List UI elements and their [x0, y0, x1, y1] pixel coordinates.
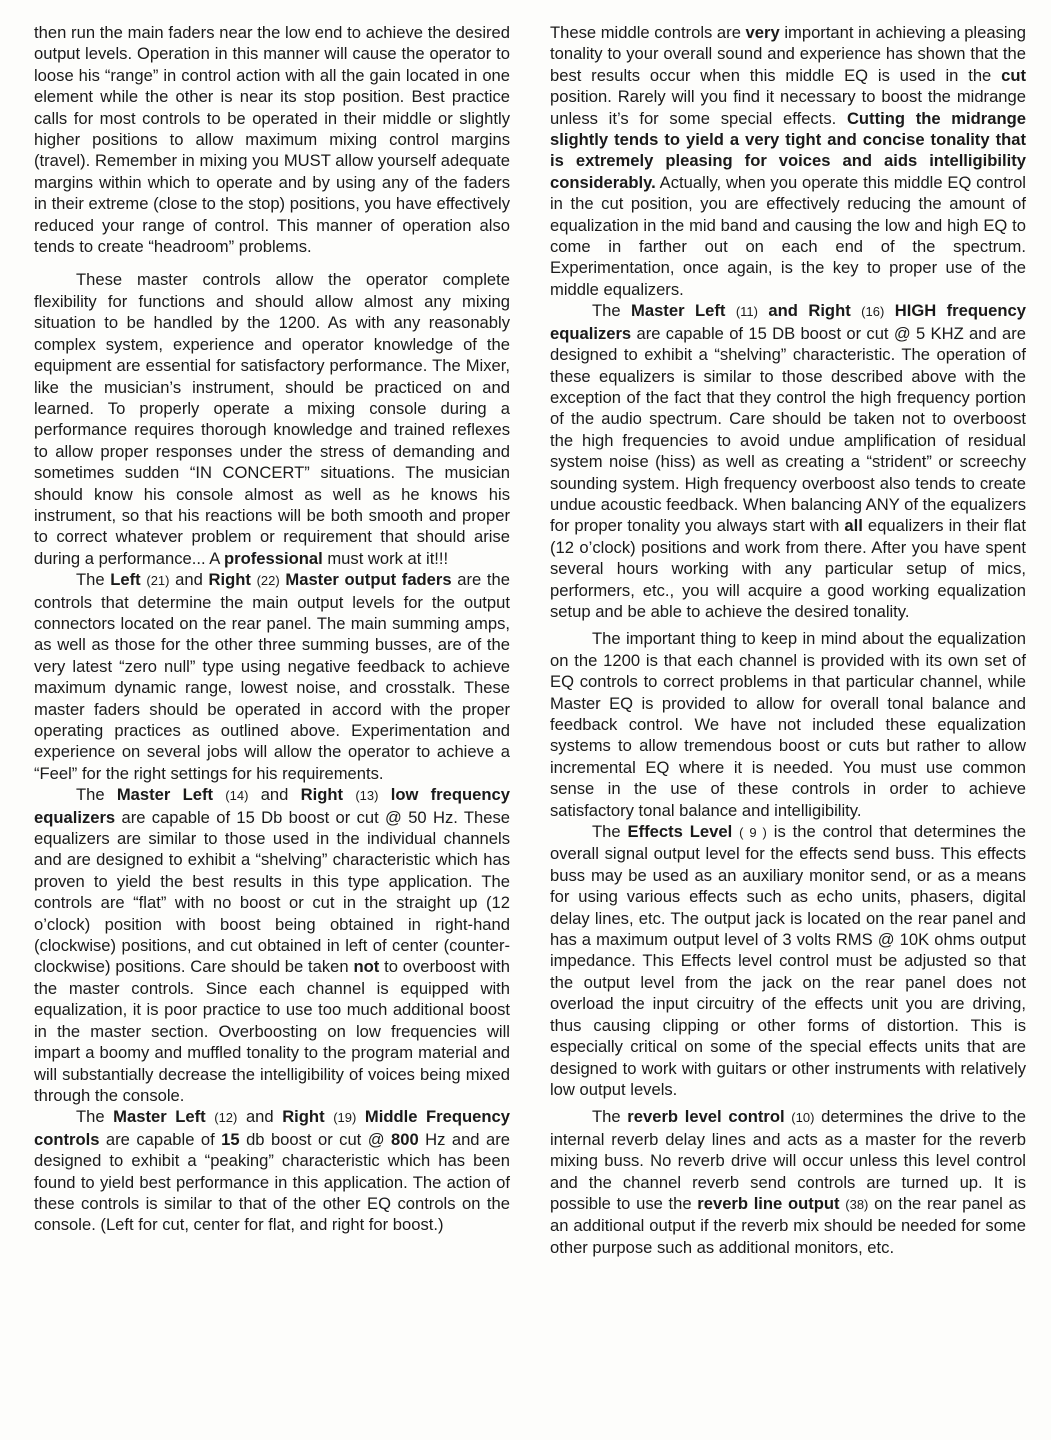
- paragraph-main-faders-continued: then run the main faders near the low end to achieve the desired output levels. Operation in this manner will cause the operator to loose his “range” in control action with all the gain located in one element while the other is near its stop position. Best practice calls for most controls to be operated in their middle or slightly higher positions to allow maximum mixing control margins (travel). Remember in mixing you MUST allow yourself adequate margins within which to operate and by using any of the faders in their extreme (close to the stop) positions, you have effectively reduced your range of control. This manner of operation also tends to create “headroom” problems.: [34, 23, 510, 257]
- paragraph-master-output-faders: The Left (21) and Right (22) Master output faders are the controls that determine the main output levels for the output connectors located on the rear panel. The main summing amps, as well as those for the other three summing busses, are of the very latest “zero null” type using negative feedback to achieve maximum dynamic range, lowest noise, and crosstalk. These master faders should be operated in accord with the proper operating practices as outlined above. Experimentation and experience on several jobs will allow the operator to achieve a “Feel” for the right settings for his requirements.: [34, 570, 510, 783]
- paragraph-high-frequency-equalizers: The Master Left (11) and Right (16) HIGH frequency equalizers are capable of 15 DB boost or cut @ 5 KHZ and are designed to exhibit a “shelving” characteristic. The operation of these equalizers is similar to those described above with the exception of the fact that they control the high frequency portion of the audio spectrum. Care should be taken not to overboost the high frequencies to avoid undue amplification of residual system noise (hiss) as well as creating a “strident” or screechy sounding system. High frequency overboost also tends to create undue acoustic feedback. When balancing ANY of the equalizers for proper tonality you always start with all equalizers in their flat (12 o’clock) positions and work from there. After you have spent several hours working with any particular setup of mics, performers, etc., you will acquire a good working equalization setup and be able to achieve the desired tonality.: [550, 301, 1026, 621]
- paragraph-low-frequency-equalizers: The Master Left (14) and Right (13) low frequency equalizers are capable of 15 Db boost or cut @ 50 Hz. These equalizers are similar to those used in the individual channels and are designed to exhibit a “shelving” characteristic which has proven to yield the best results in this type application. The controls are “flat” with no boost or cut in the straight up (12 o’clock) position with boost being obtained in right-hand (clockwise) positions, and cut obtained in left of center (counter-clockwise) positions. Care should be taken not to overboost with the master controls. Since each channel is equipped with equalization, it is poor practice to use too much additional boost in the master section. Overboosting on low frequencies will impart a boomy and muffled tonality to the program material and will substantially decrease the intelligibility of voices being mixed through the console.: [34, 785, 510, 1105]
- paragraph-middle-frequency-controls: The Master Left (12) and Right (19) Middle Frequency controls are capable of 15 db boost or cut @ 800 Hz and are designed to exhibit a “peaking” characteristic which has been found to yield best performance in this application. The action of these controls is similar to that of the other EQ controls on the console. (Left for cut, center for flat, and right for boost.): [34, 1107, 510, 1235]
- emphasis-professional: professional: [224, 548, 323, 568]
- paragraph-middle-controls-importance: These middle controls are very important in achieving a pleasing tonality to your overall sound and experience has shown that the best results occur when this middle EQ is used in the cut position. Rarely will you find it necessary to boost the midrange unless it’s for some special effects. Cutting the midrange slightly tends to yield a very tight and concise tonality that is extremely pleasing for voices and aids intelligibility considerably. Actually, when you operate this middle EQ control in the cut position, you are effectively reducing the amount of equalization in the mid band and causing the low and high EQ to come in farther out on each end of the spectrum. Experimentation, once again, is the key to proper use of the middle equalizers.: [550, 23, 1027, 299]
- paragraph-channel-vs-master-eq: The important thing to keep in mind about the equalization on the 1200 is that each channel is provided with its own set of EQ controls to correct problems in that particular channel, while Master EQ is provided to allow for overall tonal balance and feedback control. We have not included these equalization systems to allow tremendous boost or cuts but rather to allow incremental EQ where it is needed. You must use common sense in the use of these controls in order to achieve satisfactory tonal balance and intelligibility.: [550, 629, 1026, 820]
- paragraph-reverb-level-control: The reverb level control (10) determines the drive to the internal reverb delay lines and acts as a master for the reverb mixing buss. No reverb drive will occur unless this level control and the channel reverb send controls are turned up. It is possible to use the reverb line output (38) on the rear panel as an additional output if the reverb mix should be needed for some other purpose such as additional monitors, etc.: [550, 1107, 1026, 1257]
- right-column: [550, 22, 1026, 1258]
- paragraph-effects-level: The Effects Level ( 9 ) is the control that determines the overall signal output level for the effects send buss. This effects buss may be used as an auxiliary monitor send, or as a means for using various effects such as echo units, phasers, digital delay lines, etc. The output jack is located on the rear panel and has a maximum output level of 3 volts RMS @ 10K ohms output impedance. This Effects level control must be adjusted so that the output level from the jack on the rear panel does not overload the input circuitry of the effects unit you are driving, thus causing clipping or other forms of distortion. This is especially critical on some of the special effects units that are designed to work with guitars or other instruments with relatively low output levels.: [550, 822, 1026, 1099]
- paragraph-master-controls: These master controls allow the operator complete flexibility for functions and should allow almost any mixing situation to be handled by the 1200. As with any reasonably complex system, experience and operator knowledge of the equipment are essential for satisfactory performance. The Mixer, like the musician’s instrument, should be practiced on and learned. To properly operate a mixing console during a performance requires thorough knowledge and trained reflexes to allow proper responses under the stress of demanding and sometimes sudden “IN CONCERT” situations. The musician should know his console almost as well as he knows his instrument, so that his reactions will be both smooth and proper to correct whatever problem or requirement that should arise during a performance... A professional must work at it!!!: [34, 270, 510, 568]
- left-column: [34, 22, 510, 1236]
